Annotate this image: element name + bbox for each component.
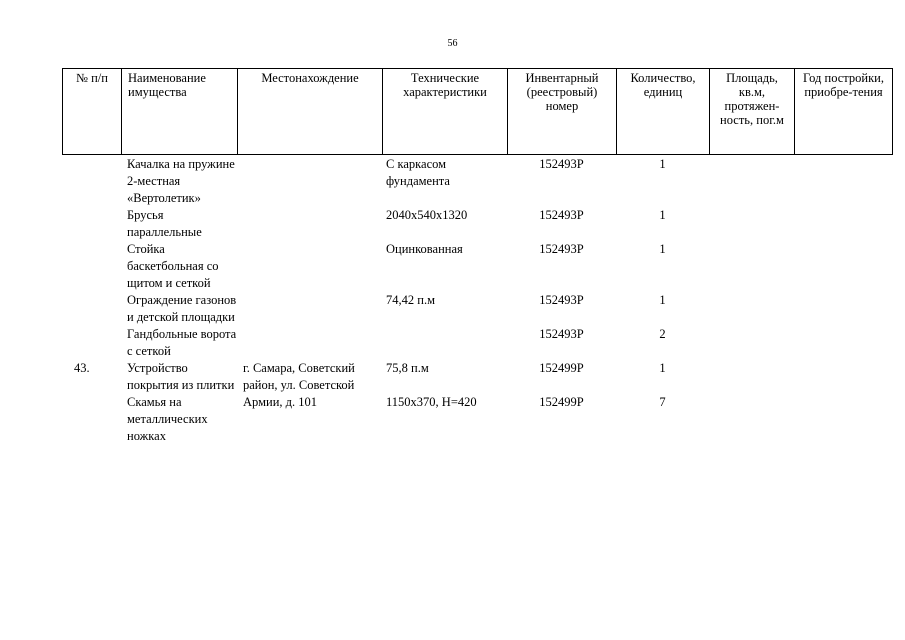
cell-name: Стойка баскетбольная со щитом и сеткой: [127, 242, 219, 290]
cell-year: [794, 292, 892, 326]
cell-year: [794, 156, 892, 207]
cell-quantity: 7: [659, 395, 666, 409]
cell-area: [709, 292, 794, 326]
cell-num: 43.: [74, 361, 90, 375]
cell-tech: 2040х540х1320: [386, 208, 468, 222]
cell-quantity: 1: [659, 242, 666, 256]
cell-quantity: 1: [659, 157, 666, 171]
cell-num: [62, 156, 121, 207]
cell-location: [237, 156, 382, 207]
cell-tech: Оцинкованная: [386, 242, 463, 256]
header-location: Местонахождение: [238, 69, 383, 155]
cell-name: Качалка на пружине 2-местная «Вертолетик»: [127, 157, 235, 205]
cell-num: [62, 241, 121, 292]
cell-area: [709, 394, 794, 445]
cell-area: [709, 241, 794, 292]
cell-location: [237, 241, 382, 292]
cell-inventory: 152499Р: [539, 395, 584, 409]
cell-inventory: 152493Р: [539, 327, 584, 341]
cell-area: [709, 207, 794, 241]
cell-location: [237, 326, 382, 360]
cell-location: г. Самара, Советский район, ул. Советской: [243, 361, 355, 392]
header-inventory: Инвентарный (реестровый) номер: [508, 69, 617, 155]
cell-tech: 74,42 п.м: [386, 293, 435, 307]
cell-num: [62, 394, 121, 445]
cell-num: [62, 326, 121, 360]
table-row: [62, 207, 892, 241]
table-body: [62, 156, 892, 445]
header-num: № п/п: [63, 69, 122, 155]
cell-num: [62, 292, 121, 326]
cell-inventory: 152493Р: [539, 208, 584, 222]
cell-tech: 1150х370, Н=420: [386, 395, 477, 409]
page-number: 56: [447, 38, 458, 49]
cell-name: Ограждение газонов и детской площадки: [127, 293, 237, 324]
cell-year: [794, 360, 892, 394]
cell-quantity: 1: [659, 293, 666, 307]
cell-location: [237, 292, 382, 326]
header-name: Наименование имущества: [122, 69, 238, 155]
cell-name: Гандбольные ворота с сеткой: [127, 327, 237, 358]
cell-quantity: 1: [659, 208, 666, 222]
table-header: [62, 68, 893, 155]
cell-name: Устройство покрытия из плитки: [127, 361, 235, 392]
cell-area: [709, 326, 794, 360]
header-quantity: Количество, единиц: [617, 69, 710, 155]
cell-area: [709, 156, 794, 207]
cell-tech: С каркасом фундамента: [386, 157, 450, 188]
cell-tech: 75,8 п.м: [386, 361, 429, 375]
cell-location: [237, 207, 382, 241]
cell-name: Скамья на металлических ножках: [127, 395, 208, 443]
cell-year: [794, 326, 892, 360]
cell-quantity: 1: [659, 361, 666, 375]
table-row: [62, 292, 892, 326]
cell-location: Армии, д. 101: [243, 395, 317, 409]
table-row: [62, 360, 892, 394]
cell-year: [794, 241, 892, 292]
header-area: Площадь, кв.м, протяжен-ность, пог.м: [710, 69, 795, 155]
table-row: [62, 326, 892, 360]
cell-year: [794, 207, 892, 241]
cell-num: [62, 207, 121, 241]
cell-inventory: 152493Р: [539, 293, 584, 307]
cell-year: [794, 394, 892, 445]
table-row: [62, 241, 892, 292]
header-tech: Технические характеристики: [383, 69, 508, 155]
cell-inventory: 152499Р: [539, 361, 584, 375]
header-year: Год постройки, приобре-тения: [795, 69, 893, 155]
cell-tech: [382, 326, 507, 360]
cell-area: [709, 360, 794, 394]
cell-inventory: 152493Р: [539, 157, 584, 171]
table-row: [62, 394, 892, 445]
table-row: [62, 156, 892, 207]
cell-name: Брусья параллельные: [127, 208, 202, 239]
cell-quantity: 2: [659, 327, 666, 341]
cell-inventory: 152493Р: [539, 242, 584, 256]
